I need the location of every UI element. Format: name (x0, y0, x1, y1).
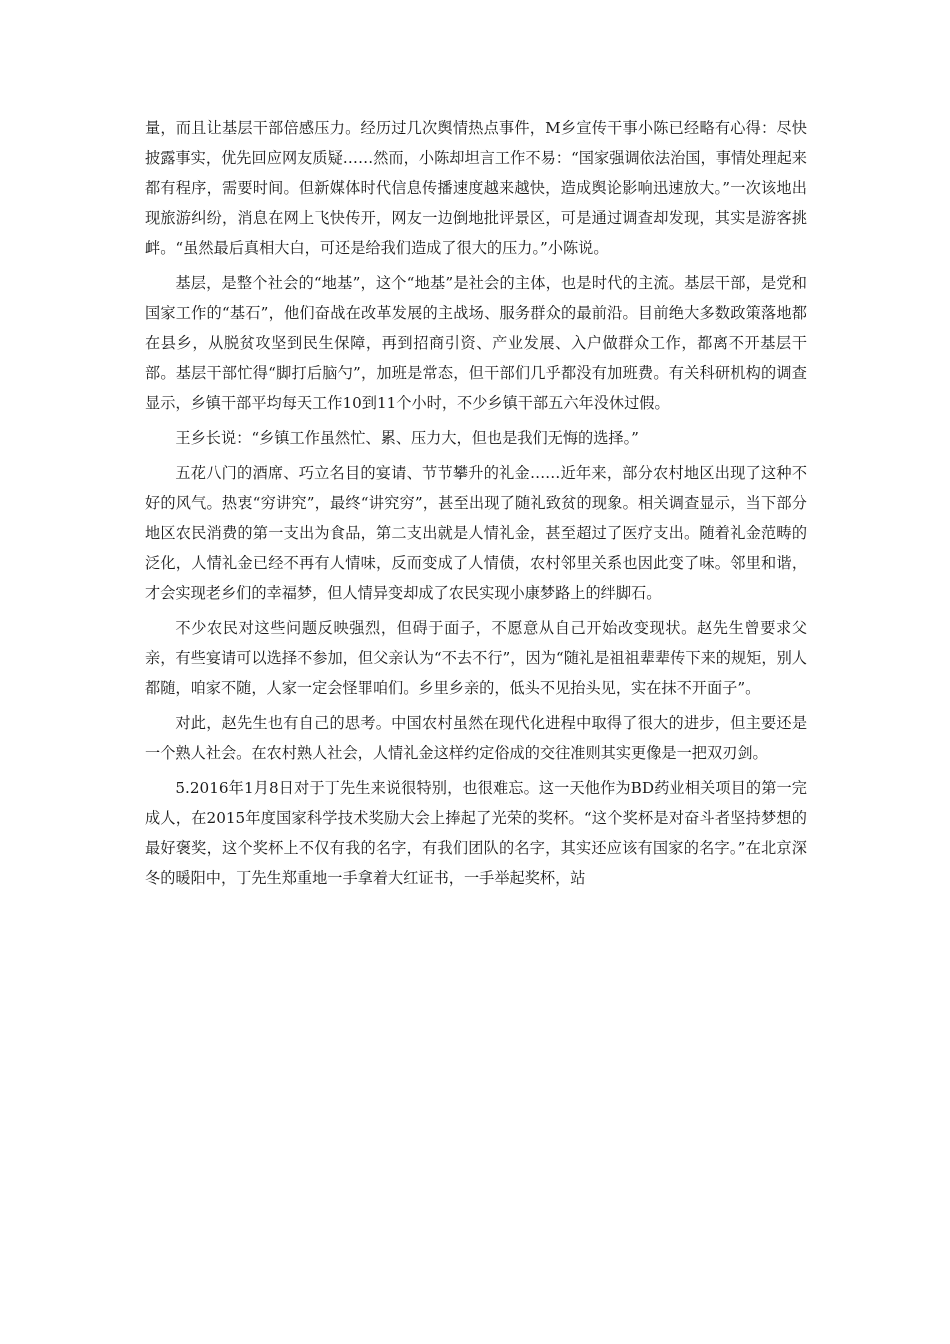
paragraph: 五花八门的酒席、巧立名目的宴请、节节攀升的礼金……近年来，部分农村地区出现了这种不好的风气。热衷“穷讲究”，最终“讲究穷”，甚至出现了随礼致贫的现象。相关调查显示，当下部分地区农民消费的第一支出为食品，第二支出就是人情礼金，甚至超过了医疗支出。随着礼金范畴的泛化，人情礼金已经不再有人情味，反而变成了人情债，农村邻里关系也因此变了味。邻里和谐，才会实现老乡们的幸福梦，但人情异变却成了农民实现小康梦路上的绊脚石。 (145, 464, 807, 602)
paragraph: 基层，是整个社会的“地基”，这个“地基”是社会的主体，也是时代的主流。基层干部，是党和国家工作的“基石”，他们奋战在改革发展的主战场、服务群众的最前沿。目前绝大多数政策落地都在县乡，从脱贫攻坚到民生保障，再到招商引资、产业发展、入户做群众工作，都离不开基层干部。基层干部忙得“脚打后脑勺”，加班是常态，但干部们几乎都没有加班费。有关科研机构的调查显示，乡镇干部平均每天工作10到11个小时，不少乡镇干部五六年没休过假。 (145, 274, 807, 412)
document-body (145, 113, 807, 898)
paragraph: 对此，赵先生也有自己的思考。中国农村虽然在现代化进程中取得了很大的进步，但主要还是一个熟人社会。在农村熟人社会，人情礼金这样约定俗成的交往准则其实更像是一把双刃剑。 (145, 714, 807, 762)
paragraph: 王乡长说：“乡镇工作虽然忙、累、压力大，但也是我们无悔的选择。” (175, 429, 639, 447)
paragraph: 5.2016年1月8日对于丁先生来说很特别，也很难忘。这一天他作为BD药业相关项目的第一完成人，在2015年度国家科学技术奖励大会上捧起了光荣的奖杯。“这个奖杯是对奋斗者坚持梦想的最好褒奖，这个奖杯上不仅有我的名字，有我们团队的名字，其实还应该有国家的名字。”在北京深冬的暖阳中，丁先生郑重地一手拿着大红证书，一手举起奖杯，站 (145, 779, 807, 887)
paragraph: 量，而且让基层干部倍感压力。经历过几次舆情热点事件，M乡宣传干事小陈已经略有心得：尽快披露事实，优先回应网友质疑……然而，小陈却坦言工作不易：“国家强调依法治国，事情处理起来都有程序，需要时间。但新媒体时代信息传播速度越来越快，造成舆论影响迅速放大。”一次该地出现旅游纠纷，消息在网上飞快传开，网友一边倒地批评景区，可是通过调查却发现，其实是游客挑衅。“虽然最后真相大白，可还是给我们造成了很大的压力。”小陈说。 (145, 119, 807, 257)
paragraph: 不少农民对这些问题反映强烈，但碍于面子，不愿意从自己开始改变现状。赵先生曾要求父亲，有些宴请可以选择不参加，但父亲认为“不去不行”，因为“随礼是祖祖辈辈传下来的规矩，别人都随，咱家不随，人家一定会怪罪咱们。乡里乡亲的，低头不见抬头见，实在抹不开面子”。 (145, 619, 807, 697)
